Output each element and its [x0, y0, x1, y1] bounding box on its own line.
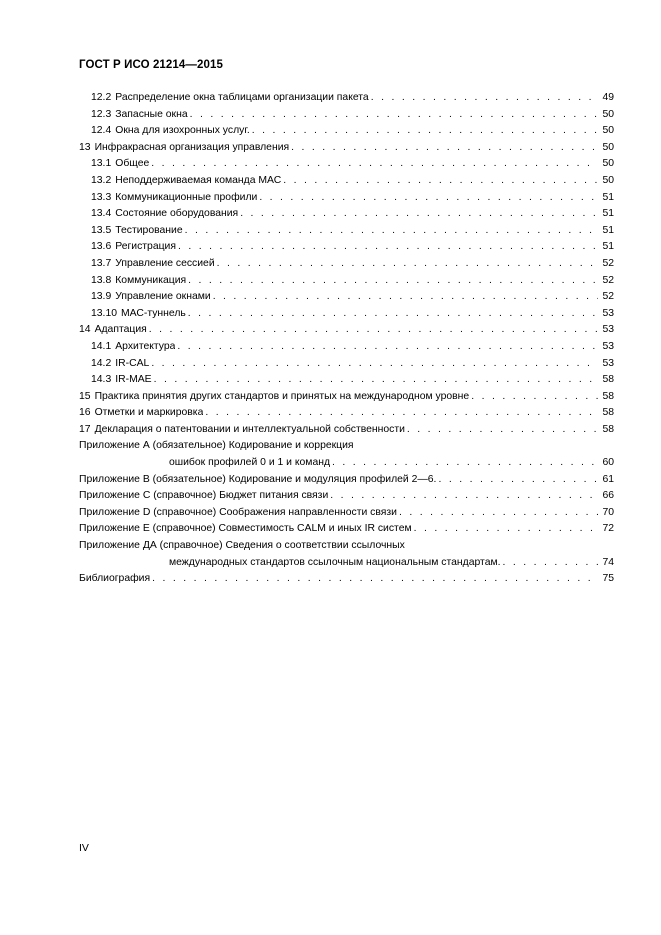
dot-leader — [399, 505, 598, 522]
dot-leader — [178, 239, 598, 256]
toc-entry-14-3[interactable] — [79, 372, 614, 389]
toc-title: МАС-туннель — [121, 307, 186, 319]
dot-leader — [259, 190, 598, 207]
toc-entry-12-4[interactable] — [79, 123, 614, 140]
dot-leader — [332, 455, 598, 472]
toc-entry-appendix-da-line1[interactable] — [79, 538, 614, 555]
toc-entry-13-8[interactable] — [79, 273, 614, 290]
toc-number: 13.9 — [91, 291, 112, 303]
toc-entry-13[interactable] — [79, 140, 614, 157]
dot-leader — [240, 206, 598, 223]
toc-page: 50 — [602, 174, 614, 186]
toc-page: 50 — [602, 108, 614, 120]
toc-page: 72 — [602, 523, 614, 535]
toc-page: 58 — [602, 374, 614, 386]
toc-title: Архитектура — [115, 340, 176, 352]
toc-page: 51 — [602, 241, 614, 253]
dot-leader — [188, 273, 598, 290]
dot-leader — [154, 372, 598, 389]
toc-title: Состояние оборудования — [115, 208, 239, 220]
toc-title: Тестирование — [115, 224, 183, 236]
toc-title: IR-MAE — [115, 374, 152, 386]
toc-title: Коммуникация — [115, 274, 187, 286]
toc-number: 13.4 — [91, 208, 112, 220]
toc-title: Приложение Е (справочное) Совместимость CALM и иных IR систем — [79, 523, 412, 535]
dot-leader — [151, 156, 598, 173]
toc-title: Инфракрасная организация управления — [94, 141, 290, 153]
toc-entry-13-7[interactable] — [79, 256, 614, 273]
toc-entry-13-6[interactable] — [79, 239, 614, 256]
toc-entry-12-2[interactable] — [79, 90, 614, 107]
dot-leader — [503, 555, 598, 572]
toc-number: 13.5 — [91, 224, 112, 236]
toc-number: 14.2 — [91, 357, 112, 369]
toc-number: 12.3 — [91, 108, 112, 120]
toc-number: 13.1 — [91, 158, 112, 170]
toc-page: 50 — [602, 125, 614, 137]
toc-number: 13 — [79, 141, 91, 153]
toc-page: 51 — [602, 208, 614, 220]
toc-entry-13-5[interactable] — [79, 223, 614, 240]
toc-page: 53 — [602, 340, 614, 352]
toc-entry-appendix-c[interactable] — [79, 488, 614, 505]
dot-leader — [149, 322, 598, 339]
toc-page: 74 — [602, 556, 614, 568]
dot-leader — [471, 389, 598, 406]
toc-number: 13.7 — [91, 257, 112, 269]
toc-title: Адаптация — [94, 324, 147, 336]
toc-entry-13-9[interactable] — [79, 289, 614, 306]
toc-entry-appendix-a-line1[interactable] — [79, 438, 614, 455]
toc-page: 53 — [602, 324, 614, 336]
toc-number: 12.4 — [91, 125, 112, 137]
toc-title: Распределение окна таблицами организации пакета — [115, 92, 369, 103]
document-header: ГОСТ Р ИСО 21214—2015 — [79, 59, 224, 71]
toc-entry-16[interactable] — [79, 405, 614, 422]
toc-title: ошибок профилей 0 и 1 и команд — [169, 457, 331, 469]
toc-entry-14-2[interactable] — [79, 356, 614, 373]
toc-title: Практика принятия других стандартов и принятых на международном уровне — [94, 390, 470, 402]
toc-page: 51 — [602, 191, 614, 203]
toc-page: 70 — [602, 506, 614, 518]
toc-entry-14[interactable] — [79, 322, 614, 339]
toc-number: 14 — [79, 324, 91, 336]
toc-title: Управление сессией — [115, 257, 215, 269]
toc-entry-13-3[interactable] — [79, 190, 614, 207]
toc-page: 50 — [602, 158, 614, 170]
toc-entry-14-1[interactable] — [79, 339, 614, 356]
toc-title: IR-CAL — [115, 357, 150, 369]
dot-leader — [151, 356, 598, 373]
toc-number: 13.8 — [91, 274, 112, 286]
toc-entry-bibliography[interactable] — [79, 571, 614, 588]
dot-leader — [213, 289, 598, 306]
toc-title: Приложение ДА (справочное) Сведения о соответствии ссылочных — [79, 540, 405, 552]
dot-leader — [177, 339, 598, 356]
toc-title: Управление окнами — [115, 291, 211, 303]
toc-page: 61 — [602, 473, 614, 485]
toc-page: 66 — [602, 490, 614, 502]
dot-leader — [414, 521, 598, 538]
dot-leader — [205, 405, 598, 422]
dot-leader — [185, 223, 598, 240]
toc-number: 14.3 — [91, 374, 112, 386]
table-of-contents — [79, 90, 614, 588]
toc-entry-appendix-da-line2[interactable] — [79, 555, 614, 572]
toc-title: Регистрация — [115, 241, 176, 253]
toc-title: Приложение А (обязательное) Кодирование и коррекция — [79, 440, 354, 452]
toc-title: Отметки и маркировка — [94, 407, 204, 419]
toc-number: 17 — [79, 423, 91, 435]
toc-entry-12-3[interactable] — [79, 107, 614, 124]
toc-page: 51 — [602, 224, 614, 236]
toc-page: 58 — [602, 423, 614, 435]
dot-leader — [217, 256, 598, 273]
toc-number: 14.1 — [91, 340, 112, 352]
dot-leader — [330, 488, 598, 505]
dot-leader — [252, 123, 598, 140]
toc-entry-appendix-b[interactable] — [79, 472, 614, 489]
dot-leader — [407, 422, 598, 439]
toc-page: 49 — [602, 92, 614, 103]
dot-leader — [283, 173, 598, 190]
toc-title: Приложение В (обязательное) Кодирование и модуляция профилей 2—6. — [79, 473, 437, 485]
toc-entry-17[interactable] — [79, 422, 614, 439]
toc-page: 53 — [602, 307, 614, 319]
dot-leader — [291, 140, 598, 157]
toc-title: Неподдерживаемая команда МАС — [115, 174, 282, 186]
toc-page: 58 — [602, 390, 614, 402]
toc-page: 52 — [602, 291, 614, 303]
toc-page: 58 — [602, 407, 614, 419]
page-number: IV — [79, 842, 89, 854]
toc-number: 13.6 — [91, 241, 112, 253]
toc-page: 52 — [602, 257, 614, 269]
toc-entry-appendix-d[interactable] — [79, 505, 614, 522]
dot-leader — [438, 472, 598, 489]
toc-entry-appendix-a-line2[interactable] — [79, 455, 614, 472]
toc-page: 52 — [602, 274, 614, 286]
toc-title: Библиография — [79, 573, 151, 585]
toc-title: Запасные окна — [115, 108, 188, 120]
toc-entry-13-1[interactable] — [79, 156, 614, 173]
toc-title: Окна для изохронных услуг. — [115, 125, 250, 137]
toc-number: 12.2 — [91, 92, 112, 103]
toc-number: 13.3 — [91, 191, 112, 203]
toc-page: 75 — [602, 573, 614, 585]
toc-title: Декларация о патентовании и интеллектуальной собственности — [94, 423, 405, 435]
dot-leader — [371, 90, 598, 107]
toc-page: 60 — [602, 457, 614, 469]
dot-leader — [152, 571, 598, 588]
toc-title: Общее — [115, 158, 150, 170]
dot-leader — [190, 107, 598, 124]
dot-leader — [188, 306, 598, 323]
toc-title: международных стандартов ссылочным национальным стандартам. — [169, 556, 501, 568]
toc-number: 15 — [79, 390, 91, 402]
toc-number: 16 — [79, 407, 91, 419]
toc-title: Приложение С (справочное) Бюджет питания связи — [79, 490, 329, 502]
toc-entry-15[interactable] — [79, 389, 614, 406]
toc-number: 13.2 — [91, 174, 112, 186]
toc-title: Приложение D (справочное) Соображения направленности связи — [79, 506, 397, 518]
toc-entry-13-2[interactable] — [79, 173, 614, 190]
toc-title: Коммуникационные профили — [115, 191, 258, 203]
toc-page: 50 — [602, 141, 614, 153]
toc-number: 13.10 — [91, 307, 118, 319]
toc-page: 53 — [602, 357, 614, 369]
toc-entry-appendix-e[interactable] — [79, 521, 614, 538]
toc-entry-13-4[interactable] — [79, 206, 614, 223]
toc-entry-13-10[interactable] — [79, 306, 614, 323]
